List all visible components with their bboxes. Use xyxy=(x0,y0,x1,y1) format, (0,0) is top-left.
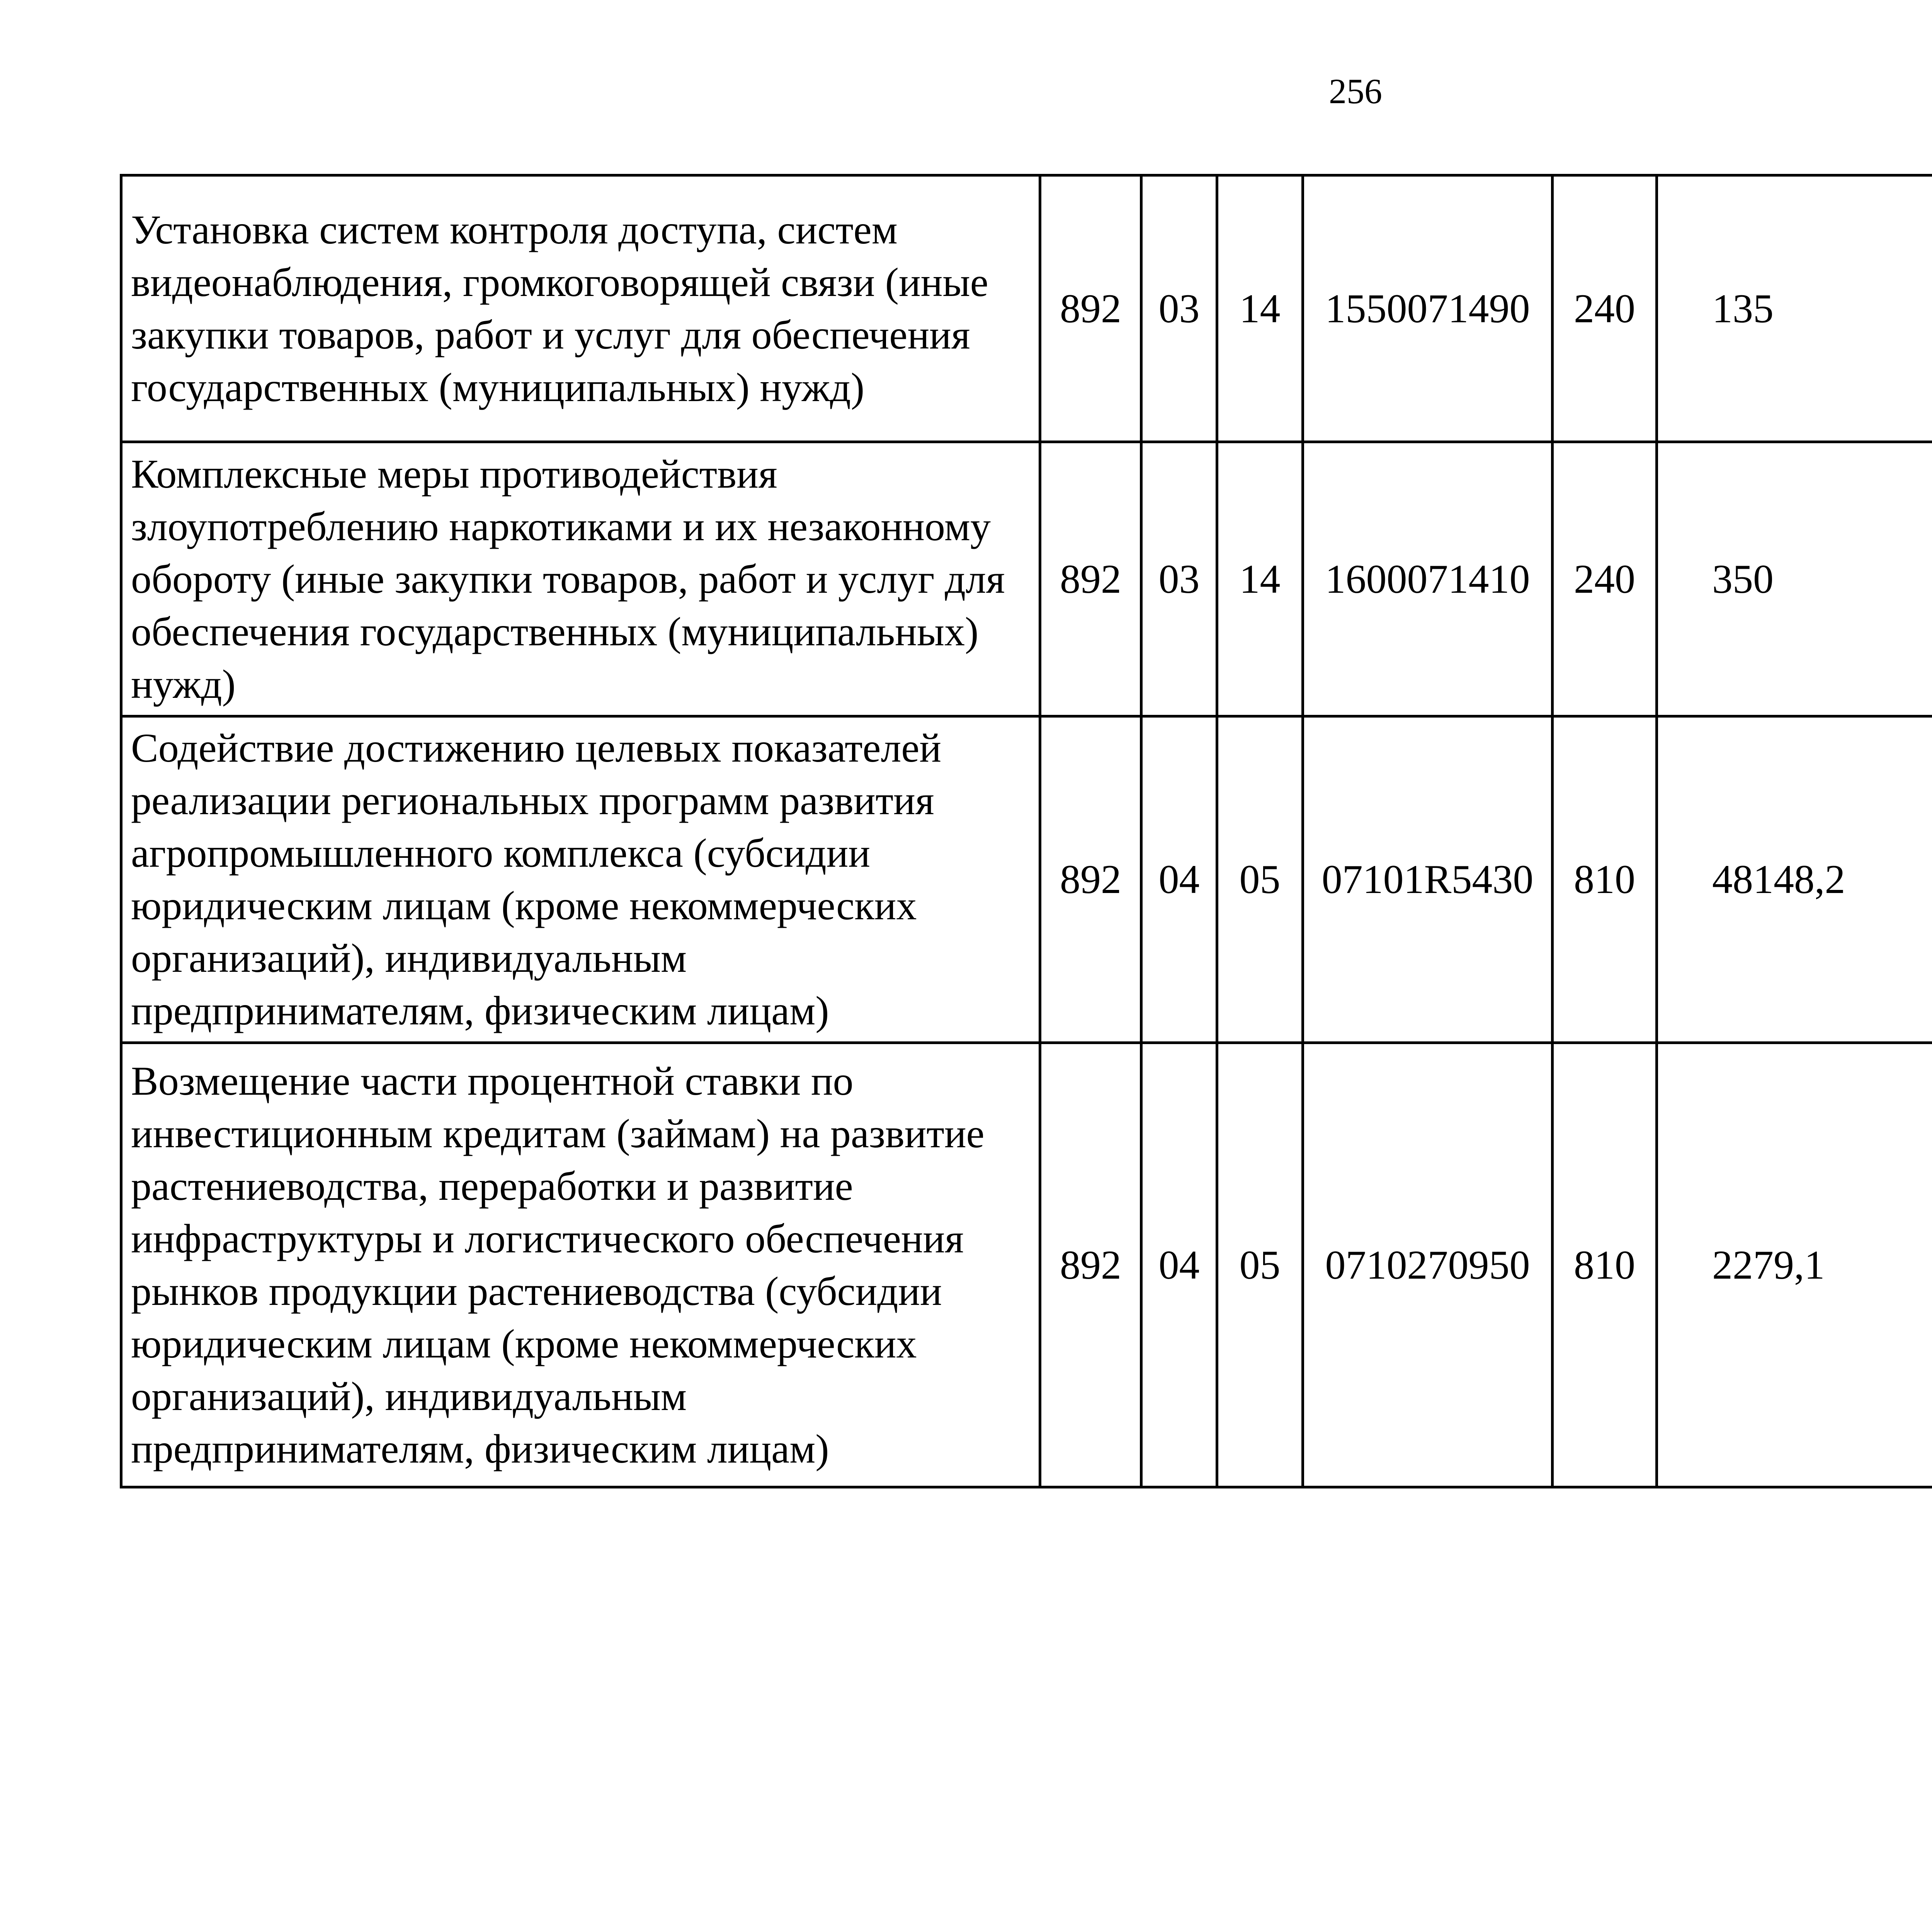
ministry-code: 892 xyxy=(1040,442,1141,716)
row-description: Комплексные меры противодействия злоупотреблению наркотиками и их незаконному обороту (иные закупки товаров, работ и услуг для обеспечения государственных (муниципальных) нужд) xyxy=(121,442,1040,716)
amount-year-1: 48148,2 xyxy=(1657,716,1932,1043)
row-description: Содействие достижению целевых показателей реализации региональных программ развития агропромышленного комплекса (субсидии юридическим лицам (кроме некоммерческих организаций), индивидуальным предпринимателям, физическим лицам) xyxy=(121,716,1040,1043)
subsection-code: 05 xyxy=(1217,716,1303,1043)
table-row xyxy=(121,175,1932,442)
target-article-code: 1550071490 xyxy=(1303,175,1553,442)
subsection-code: 05 xyxy=(1217,1043,1303,1487)
ministry-code: 892 xyxy=(1040,1043,1141,1487)
table-row xyxy=(121,1043,1932,1487)
expense-type-code: 240 xyxy=(1553,442,1657,716)
expense-type-code: 240 xyxy=(1553,175,1657,442)
expense-type-code: 810 xyxy=(1553,716,1657,1043)
target-article-code: 1600071410 xyxy=(1303,442,1553,716)
amount-year-1: 2279,1 xyxy=(1657,1043,1932,1487)
ministry-code: 892 xyxy=(1040,716,1141,1043)
subsection-code: 14 xyxy=(1217,442,1303,716)
target-article-code: 0710270950 xyxy=(1303,1043,1553,1487)
page-number: 256 xyxy=(1329,71,1382,111)
table-row xyxy=(121,442,1932,716)
section-code: 03 xyxy=(1141,175,1217,442)
target-article-code: 07101R5430 xyxy=(1303,716,1553,1043)
expense-type-code: 810 xyxy=(1553,1043,1657,1487)
subsection-code: 14 xyxy=(1217,175,1303,442)
amount-year-1: 135 xyxy=(1657,175,1932,442)
row-description: Возмещение части процентной ставки по инвестиционным кредитам (займам) на развитие растениеводства, переработки и развитие инфраструктуры и логистического обеспечения рынков продукции растениеводства (субсидии юридическим лицам (кроме некоммерческих организаций), индивидуальным предпринимателям, физическим лицам) xyxy=(121,1043,1040,1487)
budget-table xyxy=(120,174,1932,1488)
amount-year-1: 350 xyxy=(1657,442,1932,716)
section-code: 04 xyxy=(1141,1043,1217,1487)
ministry-code: 892 xyxy=(1040,175,1141,442)
table-row xyxy=(121,716,1932,1043)
row-description: Установка систем контроля доступа, систем видеонаблюдения, громкоговорящей связи (иные закупки товаров, работ и услуг для обеспечения государственных (муниципальных) нужд) xyxy=(121,175,1040,442)
section-code: 03 xyxy=(1141,442,1217,716)
section-code: 04 xyxy=(1141,716,1217,1043)
